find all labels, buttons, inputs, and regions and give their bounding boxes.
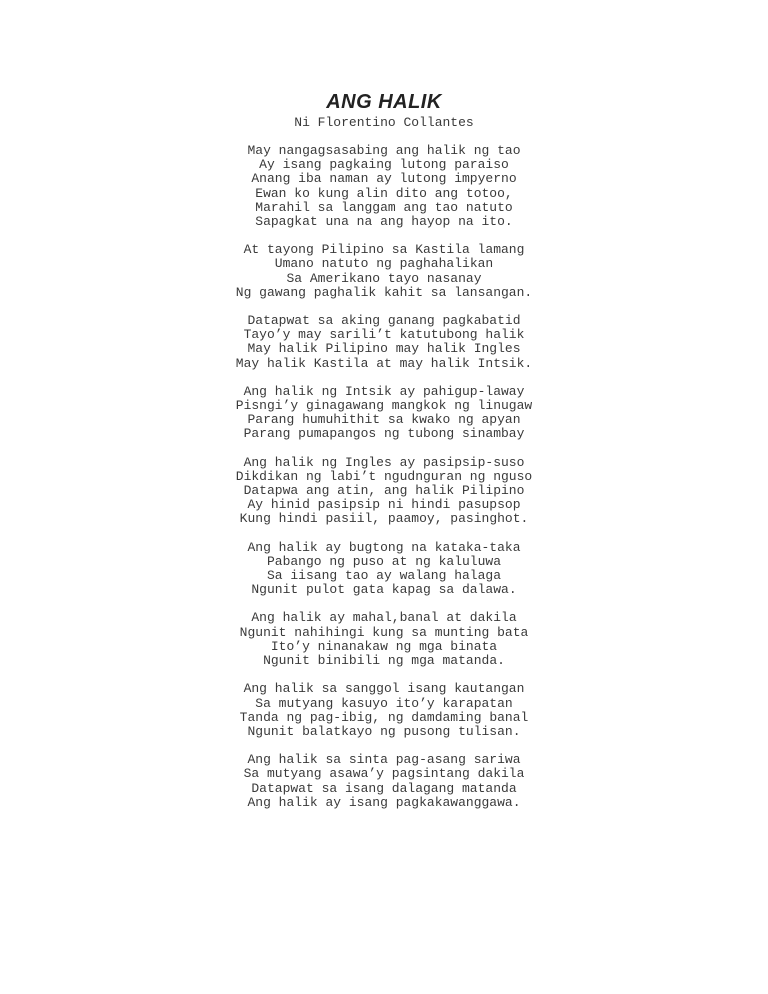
poem-line: Sa mutyang kasuyo ito’y karapatan — [255, 695, 513, 711]
poem-line: Datapwat sa isang dalagang matanda — [251, 780, 517, 796]
poem-stanza — [0, 682, 768, 739]
poem-stanza — [0, 541, 768, 598]
poem-line: Ang halik sa sinta pag-asang sariwa — [247, 752, 521, 768]
poem-line: Pabango ng puso at ng kaluluwa — [266, 553, 502, 569]
poem-line: Ay isang pagkaing lutong paraiso — [259, 157, 509, 173]
poem-line: Sa iisang tao ay walang halaga — [266, 568, 502, 584]
poem-line: Ngunit binibili ng mga matanda. — [263, 653, 505, 669]
poem-line: Sa Amerikano tayo nasanay — [286, 270, 482, 286]
poem-line: Sa mutyang asawa’y pagsintang dakila — [243, 766, 525, 782]
poem-line: Marahil sa langgam ang tao natuto — [255, 199, 513, 215]
poem-line: Ay hinid pasipsip ni hindi pasupsop — [247, 497, 521, 513]
poem-line: Datapwa ang atin, ang halik Pilipino — [243, 483, 525, 499]
poem-line: Ngunit pulot gata kapag sa dalawa. — [251, 582, 517, 598]
poem-line: Ang halik ay isang pagkakawanggawa. — [247, 794, 521, 810]
poem-line: Kung hindi pasiil, paamoy, pasinghot. — [239, 511, 529, 527]
poem-line: Ito’y ninanakaw ng mga binata — [270, 638, 498, 654]
poem-line: At tayong Pilipino sa Kastila lamang — [243, 242, 525, 258]
poem-line: May halik Kastila at may halik Intsik. — [235, 355, 533, 371]
poem-line: Tanda ng pag-ibig, ng damdaming banal — [239, 709, 529, 725]
poem-stanza — [0, 385, 768, 442]
poem-line: Ang halik sa sanggol isang kautangan — [243, 681, 525, 697]
poem-title: ANG HALIK — [326, 91, 442, 113]
poem-line: Ang halik ng Ingles ay pasipsip-suso — [243, 454, 525, 470]
poem-line: Dikdikan ng labi’t ngudnguran ng nguso — [235, 468, 533, 484]
poem-stanza — [0, 611, 768, 668]
poem-line: May nangagsasabing ang halik ng tao — [247, 143, 521, 158]
poem-line: Tayo’y may sarili’t katutubong halik — [243, 327, 525, 343]
poem-line: Ng gawang paghalik kahit sa lansangan. — [235, 284, 533, 300]
poem-line: Pisngi’y ginagawang mangkok ng linugaw — [235, 398, 533, 414]
poem-line: Ngunit nahihingi kung sa munting bata — [239, 624, 529, 640]
poem-stanza — [0, 243, 768, 300]
poem-line: Ang halik ng Intsik ay pahigup-laway — [243, 383, 525, 399]
poem-stanzas — [0, 144, 768, 810]
poem-line: Anang iba naman ay lutong impyerno — [251, 171, 517, 187]
poem-line: Parang pumapangos ng tubong sinambay — [243, 426, 525, 442]
poem-line: Ngunit balatkayo ng pusong tulisan. — [247, 723, 521, 739]
poem-stanza — [0, 456, 768, 527]
poem-line: Parang humuhithit sa kwako ng apyan — [247, 412, 521, 428]
poem-line: Ang halik ay bugtong na kataka-taka — [247, 539, 521, 555]
poem-line: Ewan ko kung alin dito ang totoo, — [255, 185, 513, 201]
poem-line: Umano natuto ng paghahalikan — [274, 256, 494, 272]
poem-stanza — [0, 144, 768, 229]
poem-line: Ang halik ay mahal,banal at dakila — [251, 610, 517, 626]
poem-stanza — [0, 753, 768, 810]
poem-line: May halik Pilipino may halik Ingles — [247, 341, 521, 357]
poem-content — [0, 90, 768, 824]
poem-stanza — [0, 314, 768, 371]
poem-line: Datapwat sa aking ganang pagkabatid — [247, 313, 521, 329]
poem-line: Sapagkat una na ang hayop na ito. — [255, 214, 513, 230]
poem-author: Ni Florentino Collantes — [294, 115, 474, 130]
